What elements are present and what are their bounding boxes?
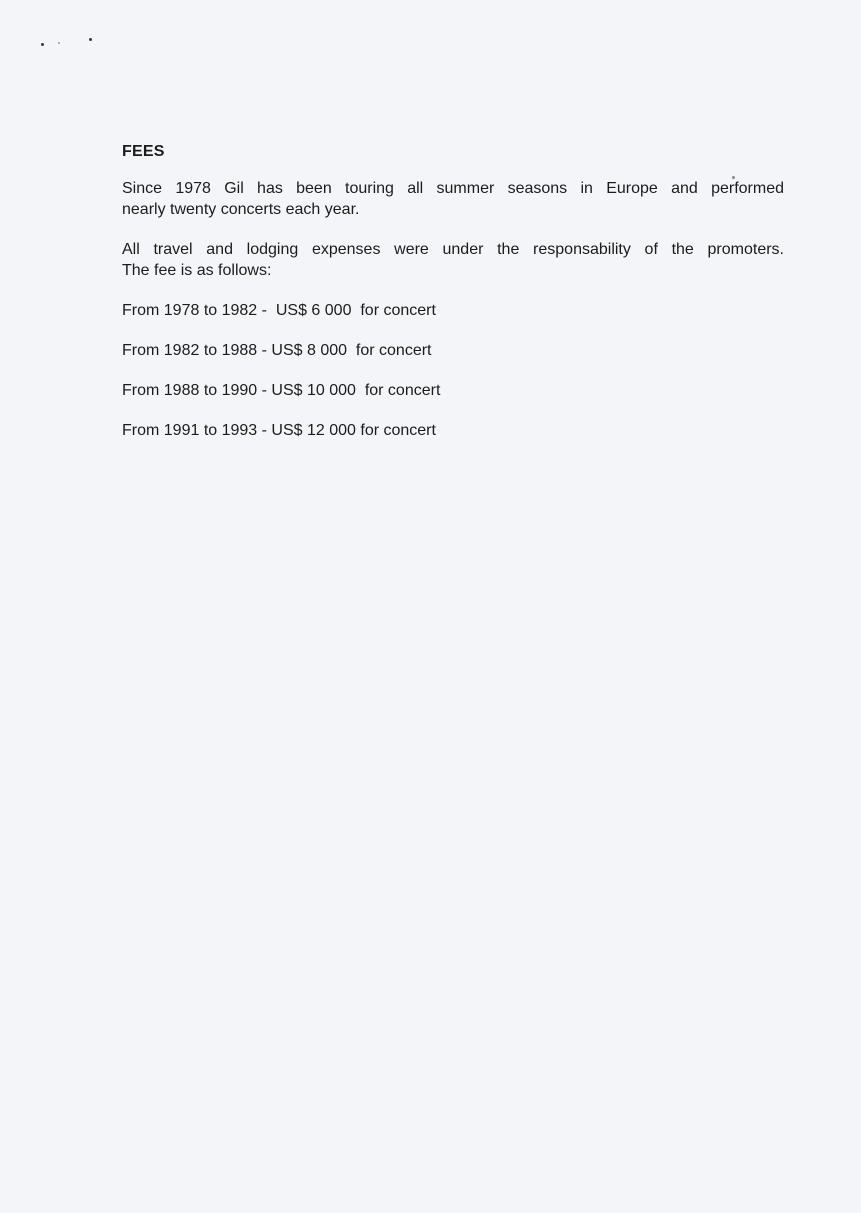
fee-item: From 1991 to 1993 - US$ 12 000 for concert — [122, 422, 436, 439]
paper-speck — [58, 42, 60, 44]
fee-item: From 1988 to 1990 - US$ 10 000 for concert — [122, 382, 441, 399]
paper-speck — [41, 43, 44, 46]
paragraph-line: Since 1978 Gil has been touring all summer seasons in Europe and performed — [122, 180, 784, 197]
touring-paragraph — [122, 178, 784, 220]
expenses-paragraph — [122, 239, 784, 281]
document-body — [122, 140, 784, 460]
fee-item: From 1982 to 1988 - US$ 8 000 for concert — [122, 342, 432, 359]
paragraph-line: All travel and lodging expenses were under the responsability of the promoters. — [122, 241, 784, 258]
paragraph-line: The fee is as follows: — [122, 262, 272, 279]
fee-list — [122, 300, 784, 441]
fee-item: From 1978 to 1982 - US$ 6 000 for concert — [122, 302, 436, 319]
paragraph-line: nearly twenty concerts each year. — [122, 201, 360, 218]
paper-speck — [89, 38, 92, 41]
section-heading: FEES — [122, 143, 165, 160]
